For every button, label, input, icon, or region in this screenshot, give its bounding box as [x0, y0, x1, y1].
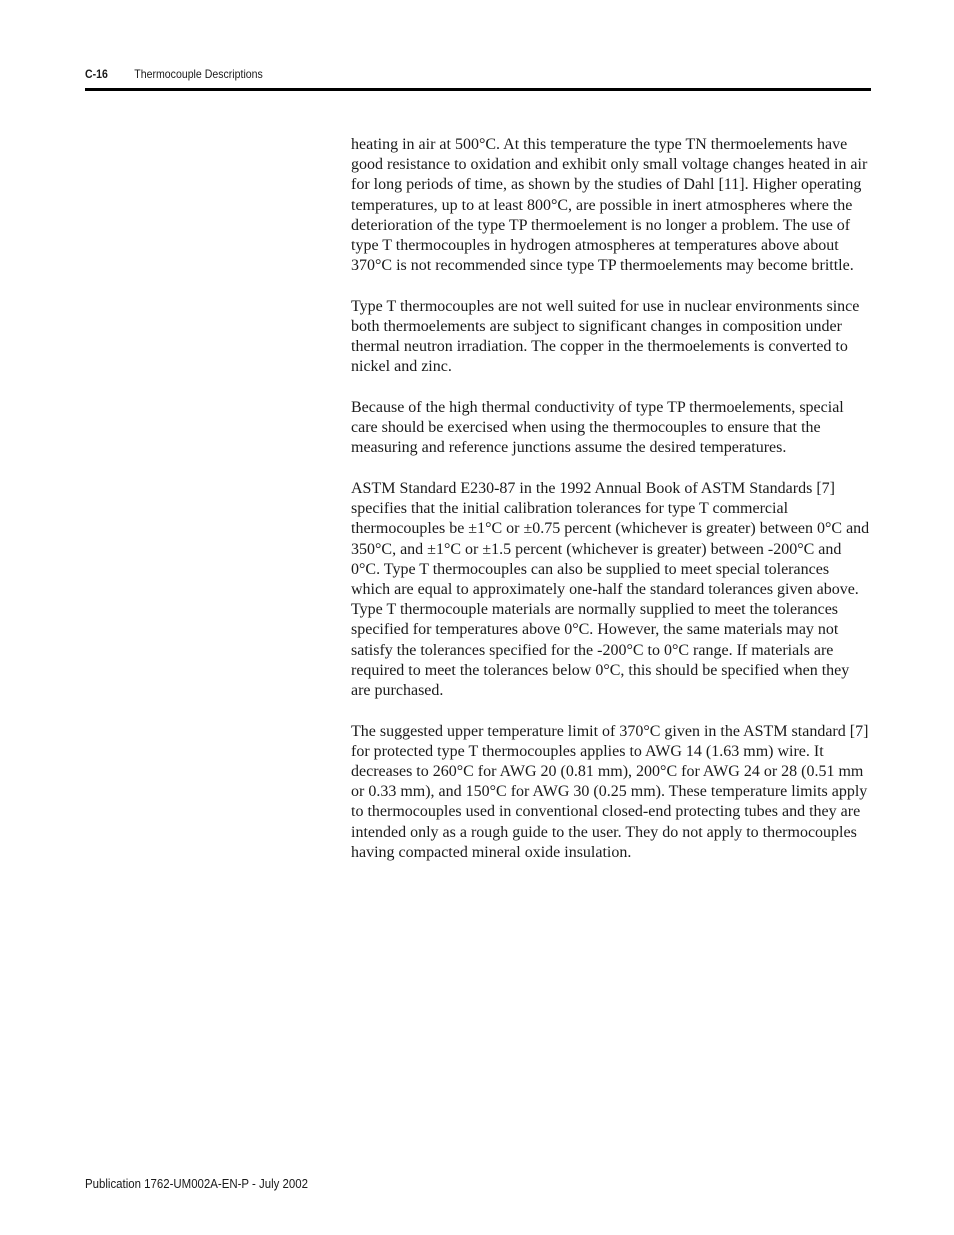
page-number: C-16: [85, 67, 108, 81]
body-text: [351, 135, 871, 883]
page-header: [85, 66, 777, 84]
section-title: Thermocouple Descriptions: [134, 67, 263, 81]
paragraph-nuclear: Type T thermocouples are not well suited for use in nuclear environments since both thermoelements are subject to significant changes in composition under thermal neutron irradiation. The copper in the thermoelements is converted to nickel and zinc.: [351, 297, 860, 376]
page-footer: Publication 1762-UM002A-EN-P - July 2002: [85, 1176, 308, 1191]
header-rule: [85, 88, 871, 91]
paragraph-oxidation: heating in air at 500°C. At this temperature the type TN thermoelements have good resistance to oxidation and exhibit only small voltage changes heated in air for long periods of time, as shown by the studies of Dahl [11]. Higher operating temperatures, up to at least 800°C, are possible in inert atmospheres where the deterioration of the type TP thermoelement is no longer a problem. The use of type T thermocouples in hydrogen atmospheres at temperatures above about 370°C is not recommended since type TP thermoelements may become brittle.: [351, 136, 868, 275]
paragraph-conductivity: Because of the high thermal conductivity of type TP thermoelements, special care should be exercised when using the thermocouples to ensure that the measuring and reference junctions assume the desired temperatures.: [351, 399, 844, 457]
paragraph-tolerances: ASTM Standard E230-87 in the 1992 Annual Book of ASTM Standards [7] specifies that the initial calibration tolerances for type T commercial thermocouples be ±1°C or ±0.75 percent (whichever is greater) between 0°C and 350°C, and ±1°C or ±1.5 percent (whichever is greater) between -200°C and 0°C. Type T thermocouples can also be supplied to meet special tolerances which are equal to approximately one-half the standard tolerances given above. Type T thermocouple materials are normally supplied to meet the tolerances specified for temperatures above 0°C. However, the same materials may not satisfy the tolerances specified for the -200°C to 0°C range. If materials are required to meet the tolerances below 0°C, this should be specified when they are purchased.: [351, 480, 870, 700]
paragraph-temperature-limit: The suggested upper temperature limit of 370°C given in the ASTM standard [7] for protected type T thermocouples applies to AWG 14 (1.63 mm) wire. It decreases to 260°C for AWG 20 (0.81 mm), 200°C for AWG 24 or 28 (0.51 mm or 0.33 mm), and 150°C for AWG 30 (0.25 mm). These temperature limits apply to thermocouples used in conventional closed-end protecting tubes and they are intended only as a rough guide to the user. They do not apply to thermocouples having compacted mineral oxide insulation.: [351, 722, 869, 861]
